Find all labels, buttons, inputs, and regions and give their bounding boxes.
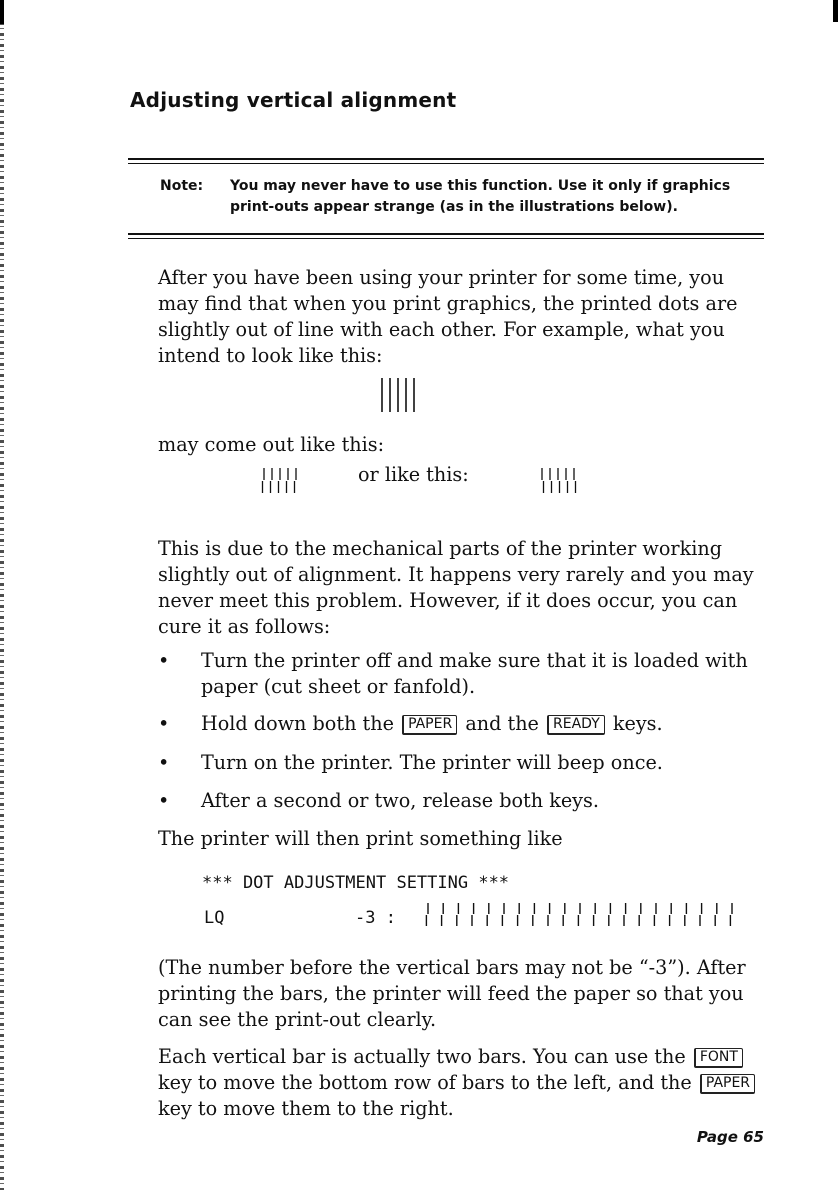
number-note-paragraph: (The number before the vertical bars may not be “-3”). After printing the bars, the printer will feed the paper so that you can see the print-out clearly. xyxy=(158,956,746,1031)
bars-text: Each vertical bar is actually two bars. You can use the xyxy=(158,1045,686,1068)
intro-paragraph: After you have been using your printer for some time, you may find that when you print graphics, the printed dots are slightly out of line with each other. For example, what you intend to look like this: xyxy=(158,266,738,367)
list-item xyxy=(158,711,760,737)
scan-mark xyxy=(0,0,4,24)
paper-key: PAPER xyxy=(402,715,457,735)
come-out-text: may come out like this: xyxy=(158,433,385,456)
step-text: Hold down both the xyxy=(201,712,394,735)
misaligned-right-illustration xyxy=(540,468,580,496)
sample-value: -3 : xyxy=(355,908,396,928)
scan-edge xyxy=(0,0,4,1190)
sample-title: *** DOT ADJUSTMENT SETTING *** xyxy=(202,873,510,893)
step-text: and the xyxy=(465,712,539,735)
bullet-icon: • xyxy=(158,751,170,774)
scan-mark xyxy=(833,0,838,22)
step-text: Turn the printer off and make sure that it is loaded with paper (cut sheet or fanfold). xyxy=(201,649,748,698)
font-key: FONT xyxy=(694,1048,743,1068)
bars-text: key to move them to the right. xyxy=(158,1097,454,1120)
list-item xyxy=(158,648,760,700)
step-text: Turn on the printer. The printer will beep once. xyxy=(201,751,663,774)
list-item xyxy=(158,788,760,814)
ready-key: READY xyxy=(547,715,605,735)
misaligned-left-illustration xyxy=(262,468,302,496)
bullet-icon: • xyxy=(158,789,170,812)
note-rule-top xyxy=(128,158,764,164)
step-text: keys. xyxy=(612,712,663,735)
bullet-icon: • xyxy=(158,649,170,672)
note-rule-bottom xyxy=(128,233,764,239)
page-heading: Adjusting vertical alignment xyxy=(130,88,457,112)
cause-paragraph: This is due to the mechanical parts of the printer working slightly out of alignment. It happens very rarely and you may never meet this problem. However, if it does occur, you can cure it as follows: xyxy=(158,537,754,638)
bars-paragraph xyxy=(158,1044,760,1122)
paper-key: PAPER xyxy=(700,1074,755,1094)
sample-bars-illustration xyxy=(426,903,744,929)
list-item xyxy=(158,750,760,776)
page-number: Page 65 xyxy=(696,1128,764,1146)
or-like-text: or like this: xyxy=(358,463,469,486)
note-text: You may never have to use this function. Use it only if graphics print-outs appear strange (as in the illustrations below). xyxy=(230,178,731,215)
then-print-text: The printer will then print something like xyxy=(158,827,563,850)
bars-text: key to move the bottom row of bars to the left, and the xyxy=(158,1071,692,1094)
bullet-icon: • xyxy=(158,712,170,735)
note-label: Note: xyxy=(160,178,204,194)
sample-mode: LQ xyxy=(204,908,225,928)
aligned-dots-illustration xyxy=(380,378,420,414)
step-text: After a second or two, release both keys. xyxy=(201,789,599,812)
